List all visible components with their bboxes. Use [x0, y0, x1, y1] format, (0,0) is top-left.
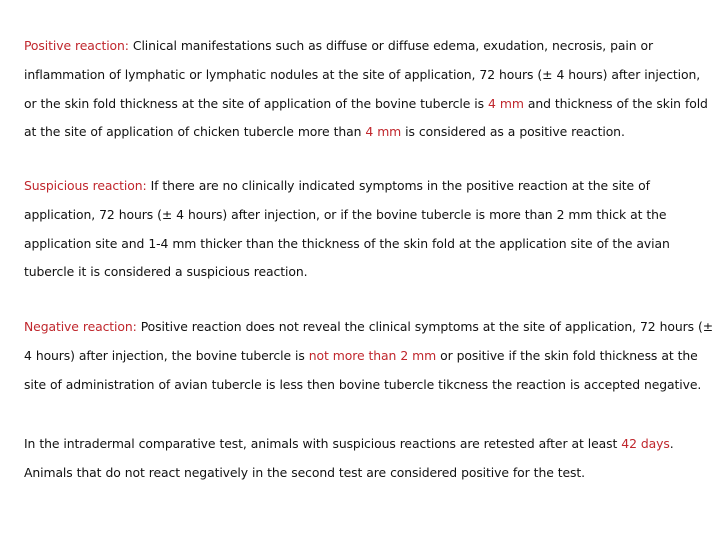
suspicious-reaction-text: If there are no clinically indicated symptoms in the positive reaction at the site of application, 72 hours (± 4 hours) after injection, or if the bovine tubercle is more than 2 mm thick at the application site and 1-4 mm thicker than the thickness of the skin fold at the application site of the avian tubercle it is considered a suspicious reaction. — [24, 178, 670, 280]
positive-reaction-text-1: Clinical manifestations such as diffuse or diffuse edema, exudation, necrosis, pain or inflammation of lymphatic or lymphatic nodules at the site of application, 72 hours (± 4 hours) after injection, or the skin fold thickness at the site of application of the bovine tubercle is — [24, 38, 701, 111]
negative-reaction-text-1: Positive reaction does not reveal the clinical symptoms at the site of application, 72 hours (± 4 hours) after injection, the bovine tubercle is — [24, 319, 714, 363]
positive-reaction-text-3: is considered as a positive reaction. — [401, 124, 625, 140]
negative-reaction-highlight: not more than 2 mm — [308, 347, 437, 363]
suspicious-reaction-label: Suspicious reaction: — [24, 178, 147, 193]
negative-reaction-text-2: or positive if the skin fold thickness at the site of administration of avian tubercle is less then bovine tubercle tikcness the reaction is accepted negative. — [24, 347, 702, 392]
positive-reaction-label: Positive reaction: — [24, 38, 129, 53]
positive-reaction-text-2: and thickness of the skin fold at the site of application of chicken tubercle more than — [24, 95, 708, 140]
negative-reaction-paragraph — [24, 313, 714, 399]
comparative-test-text-2: . Animals that do not react negatively in the second test are considered positive for the test. — [24, 436, 674, 480]
suspicious-reaction-paragraph — [24, 172, 714, 287]
positive-reaction-highlight-1: 4 mm — [488, 95, 524, 111]
comparative-test-text-1: In the intradermal comparative test, animals with suspicious reactions are retested after at least — [24, 436, 622, 451]
negative-reaction-label: Negative reaction: — [24, 319, 137, 334]
positive-reaction-paragraph — [24, 32, 714, 147]
comparative-test-paragraph — [24, 430, 714, 488]
positive-reaction-highlight-2: 4 mm — [365, 124, 402, 140]
comparative-test-highlight: 42 days — [621, 436, 670, 451]
